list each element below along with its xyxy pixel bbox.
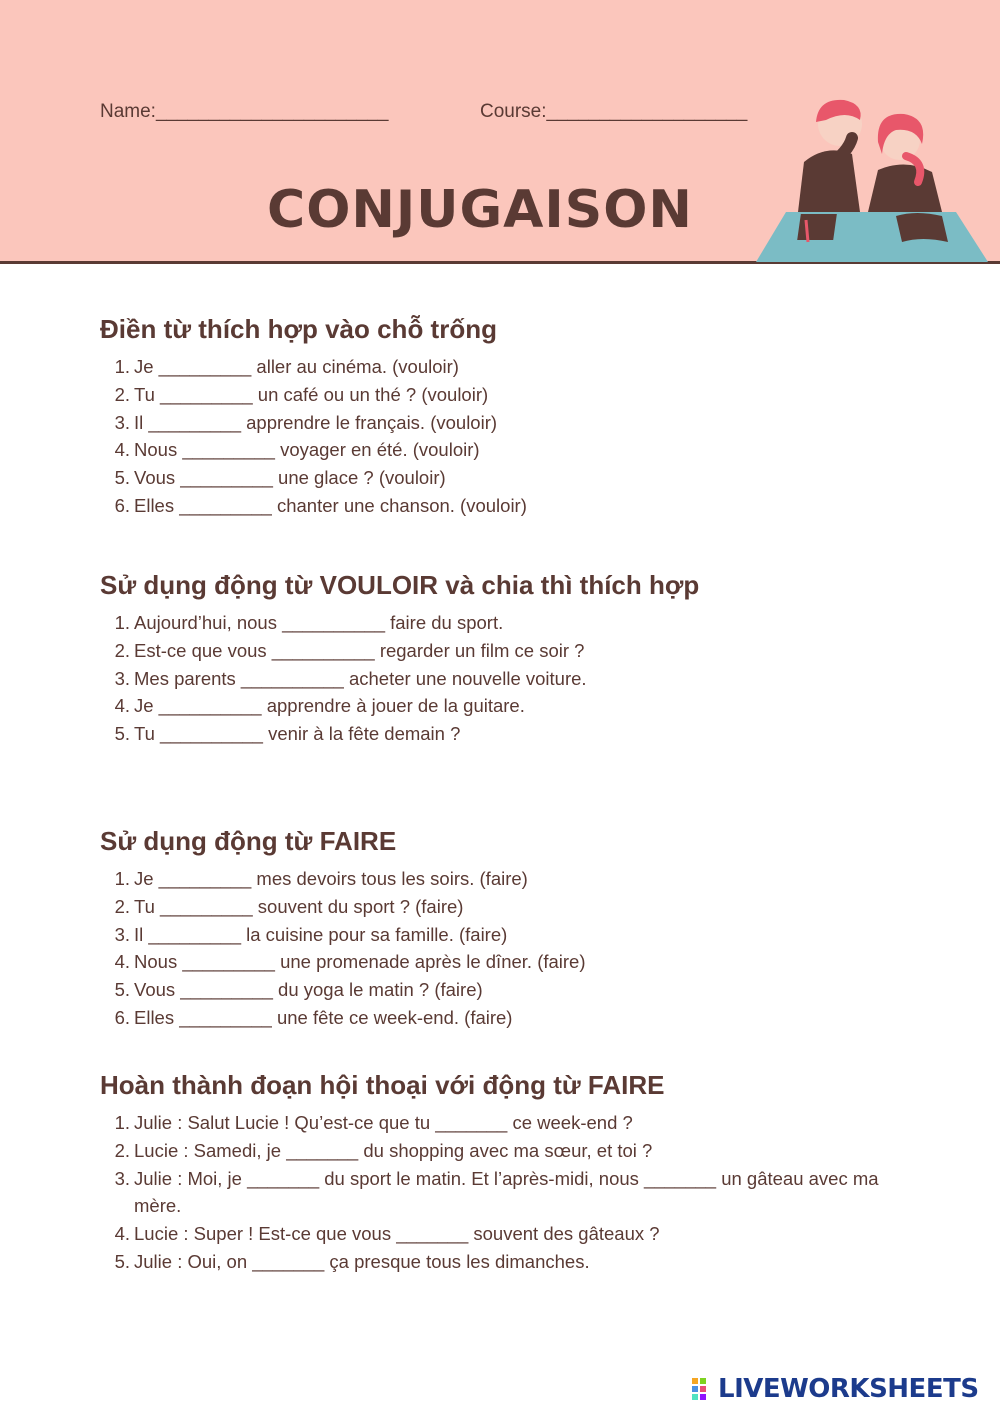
section-fill-blanks [100, 314, 920, 520]
liveworksheets-logo-icon [692, 1378, 714, 1400]
section-vouloir [100, 570, 920, 748]
list-item: 5. Vous _________ une glace ? (vouloir) [114, 467, 446, 489]
list-item: 3. Julie : Moi, je _______ du sport le matin. Et l’après-midi, nous _______ un gâteau avec ma mère. [114, 1167, 879, 1217]
list-item: 3. Mes parents __________ acheter une nouvelle voiture. [114, 667, 587, 689]
list-item: 3. Il _________ la cuisine pour sa famille. (faire) [114, 923, 508, 945]
students-illustration [756, 92, 988, 264]
list-item: 6. Elles _________ chanter une chanson. (vouloir) [114, 494, 527, 516]
list-item: 5. Tu __________ venir à la fête demain ? [114, 723, 461, 745]
list-item: 1. Aujourd’hui, nous __________ faire du sport. [114, 612, 504, 633]
liveworksheets-logo[interactable] [692, 1374, 979, 1404]
list-item: 1. Julie : Salut Lucie ! Qu’est-ce que tu _______ ce week-end ? [114, 1112, 633, 1133]
list-item: 2. Tu _________ un café ou un thé ? (vouloir) [114, 383, 489, 405]
exercise-list [100, 1109, 920, 1276]
section-dialogue [100, 1070, 920, 1276]
list-item: 5. Julie : Oui, on _______ ça presque tous les dimanches. [114, 1250, 590, 1272]
exercise-list [100, 353, 920, 520]
exercise-list [100, 865, 920, 1032]
page-title: CONJUGAISON [267, 180, 693, 240]
section-title: Sử dụng động từ VOULOIR và chia thì thích hợp [100, 570, 700, 600]
section-title: Sử dụng động từ FAIRE [100, 826, 397, 856]
list-item: 1. Je _________ aller au cinéma. (vouloir) [114, 356, 459, 377]
name-field: Name:______________________ [100, 101, 389, 122]
list-item: 5. Vous _________ du yoga le matin ? (faire) [114, 979, 483, 1001]
section-title: Hoàn thành đoạn hội thoại với động từ FAIRE [100, 1070, 665, 1100]
exercise-list [100, 609, 920, 748]
list-item: 4. Nous _________ voyager en été. (vouloir) [114, 439, 480, 461]
list-item: 4. Je __________ apprendre à jouer de la guitare. [114, 695, 525, 717]
table-shape [756, 212, 988, 262]
section-faire [100, 826, 920, 1032]
list-item: 1. Je _________ mes devoirs tous les soirs. (faire) [114, 868, 528, 889]
list-item: 2. Lucie : Samedi, je _______ du shopping avec ma sœur, et toi ? [114, 1139, 653, 1161]
course-field: Course:___________________ [480, 101, 748, 122]
list-item: 4. Nous _________ une promenade après le dîner. (faire) [114, 951, 586, 973]
list-item: 6. Elles _________ une fête ce week-end. (faire) [114, 1006, 513, 1028]
list-item: 4. Lucie : Super ! Est-ce que vous _______ souvent des gâteaux ? [114, 1223, 660, 1245]
logo-text: LIVEWORKSHEETS [718, 1374, 979, 1404]
section-title: Điền từ thích hợp vào chỗ trống [100, 314, 497, 344]
list-item: 2. Est-ce que vous __________ regarder un film ce soir ? [114, 639, 585, 661]
girl-body [868, 164, 942, 212]
list-item: 2. Tu _________ souvent du sport ? (faire) [114, 895, 464, 917]
list-item: 3. Il _________ apprendre le français. (vouloir) [114, 411, 498, 433]
open-book [896, 213, 948, 242]
